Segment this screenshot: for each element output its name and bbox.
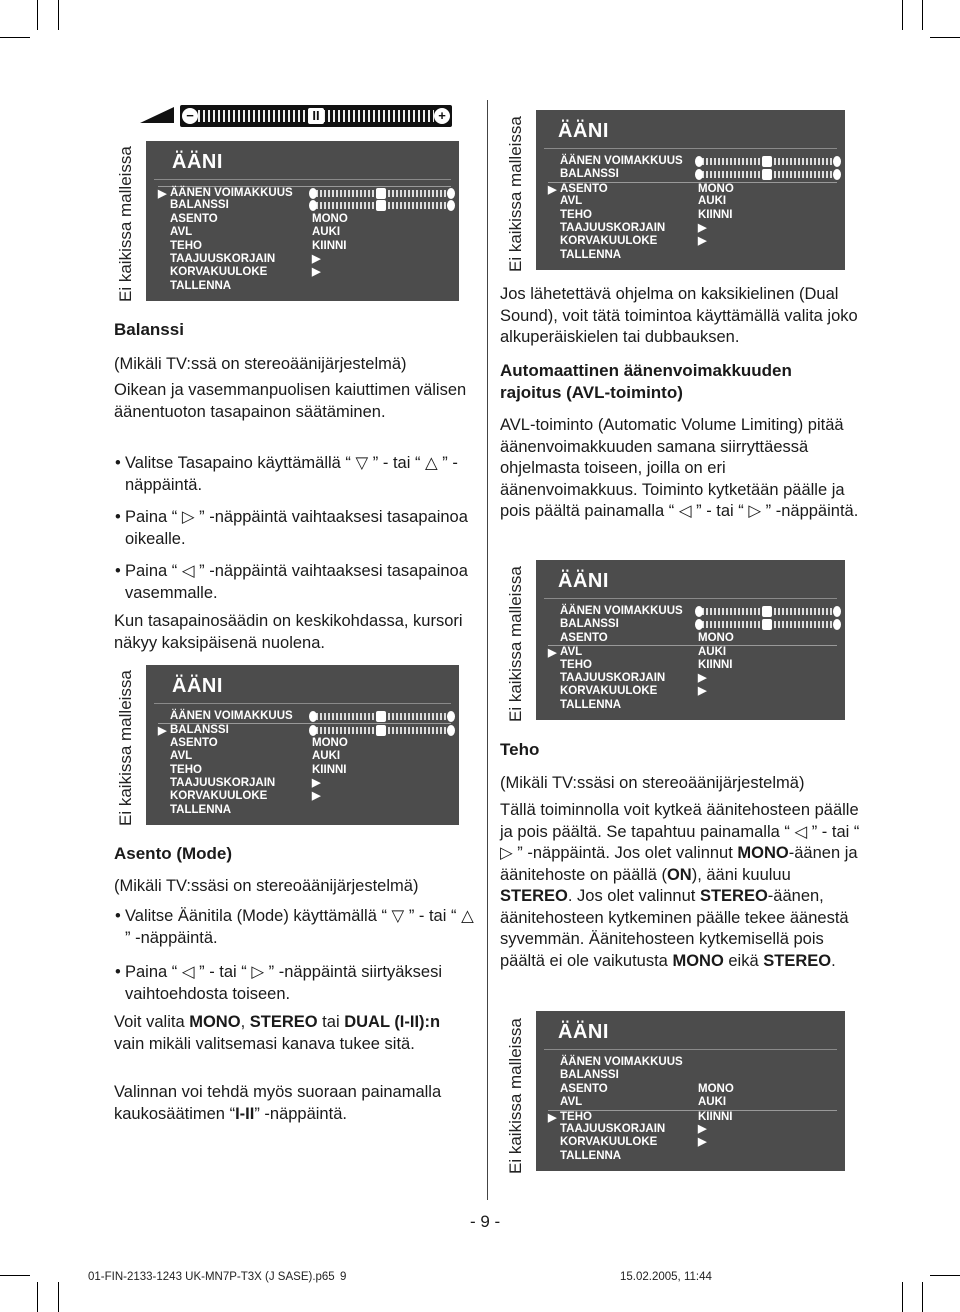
bullet-item: • Valitse Äänitila (Mode) käyttämällä “ ▽ ” - tai “ △ ” -näppäintä.: [115, 907, 474, 947]
menu-title: ÄÄNI: [558, 570, 609, 592]
paragraph: (Mikäli TV:ssäsi on stereoäänijärjestelmä): [500, 774, 805, 792]
menu-title: ÄÄNI: [558, 1021, 609, 1043]
menu-item: ▶ BALANSSI: [158, 723, 451, 736]
plus-icon: +: [434, 108, 450, 124]
section-heading-balanssi: Balanssi: [114, 320, 184, 339]
paragraph: (Mikäli TV:ssäsi on stereoäänijärjestelmä): [114, 877, 419, 895]
menu-item: TEHO KIINNI: [170, 239, 347, 252]
side-label: Ei kaikissa malleissa: [116, 670, 135, 826]
menu-item: ÄÄNEN VOIMAKKUUS: [560, 1056, 683, 1068]
crop-mark: [922, 1282, 923, 1312]
crop-mark: [0, 37, 30, 38]
side-label: Ei kaikissa malleissa: [116, 146, 135, 302]
crop-mark: [922, 0, 923, 30]
paragraph: Kun tasapainosäädin on keskikohdassa, kursori näkyy kaksipäisenä nuolena.: [114, 612, 463, 652]
pause-icon: II: [308, 108, 324, 124]
menu-item: BALANSSI: [548, 168, 837, 181]
paragraph: (Mikäli TV:ssä on stereoäänijärjestelmä): [114, 355, 407, 373]
volume-bar: [140, 103, 454, 127]
paragraph: Valinnan voi tehdä myös suoraan painamalla kaukosäätimen “I-II” -näppäintä.: [114, 1083, 442, 1123]
crop-mark: [930, 1275, 960, 1276]
menu-item: TAAJUUSKORJAIN ▶: [560, 671, 707, 684]
menu-item: ÄÄNEN VOIMAKKUUS: [158, 710, 451, 723]
volume-track: [180, 105, 452, 127]
bullet-item: • Paina “ ▷ ” -näppäintä vaihtaaksesi tasapainoa oikealle.: [115, 508, 468, 548]
menu-item: TAAJUUSKORJAIN ▶: [170, 252, 321, 265]
menu-item: ▶ ASENTO MONO: [548, 182, 837, 195]
menu-item: TALLENNA: [560, 698, 622, 711]
crop-mark: [37, 0, 38, 30]
menu-panel: [146, 141, 459, 301]
bullet-item: • Paina “ ◁ ” - tai “ ▷ ” -näppäintä siirtyäksesi vaihtoehdosta toiseen.: [115, 963, 442, 1003]
crop-mark: [930, 37, 960, 38]
paragraph: Jos lähetettävä ohjelma on kaksikielinen (Dual Sound), voit tätä toimintoa käyttämällä valita joko alkuperäiskielen tai dubbauksen.: [500, 285, 858, 346]
menu-item: TALLENNA: [560, 1149, 622, 1162]
menu-item: TEHO KIINNI: [560, 208, 733, 221]
bullet-item: • Valitse Tasapaino käyttämällä “ ▽ ” - tai “ △ ” -näppäintä.: [115, 454, 458, 494]
menu-item: TAAJUUSKORJAIN ▶: [560, 221, 707, 234]
menu-item: AVL AUKI: [170, 750, 341, 763]
footer-page: 9: [340, 1271, 347, 1283]
crop-mark: [902, 1282, 903, 1312]
paragraph: Voit valita MONO, STEREO tai DUAL (I-II):n vain mikäli valitsemasi kanava tukee sitä.: [114, 1013, 441, 1053]
side-label: Ei kaikissa malleissa: [506, 1018, 525, 1174]
pointer-icon: ▶: [548, 647, 557, 660]
menu-item: KORVAKUULOKE ▶: [560, 1136, 707, 1149]
menu-title: ÄÄNI: [172, 151, 223, 173]
menu-panel: [536, 1011, 845, 1171]
menu-item: ▶ AVL AUKI: [548, 645, 837, 658]
menu-item: KORVAKUULOKE ▶: [560, 685, 707, 698]
crop-mark: [0, 1275, 30, 1276]
paragraph: AVL-toiminto (Automatic Volume Limiting) pitää äänenvoimakkuuden samana siirryttäessä ohjelmasta toiseen, joilla on eri äänenvoimakkuus. Toiminto kytketään päälle ja pois päältä painamalla “ ◁ ” - tai “ ▷ ” -näppäintä.: [500, 416, 859, 520]
paragraph: Oikean ja vasemmanpuolisen kaiuttimen välisen äänentuoton tasapainon säätäminen.: [114, 381, 467, 421]
menu-item: TALLENNA: [170, 279, 232, 292]
crop-mark: [902, 0, 903, 30]
pointer-icon: ▶: [548, 183, 557, 196]
crop-mark: [58, 1282, 59, 1312]
section-heading-avl: Automaattinen äänenvoimakkuuden rajoitus (AVL-toiminto): [500, 361, 792, 402]
crop-mark: [37, 1282, 38, 1312]
section-heading-teho: Teho: [500, 740, 540, 759]
menu-panel: [536, 560, 845, 720]
menu-item: KORVAKUULOKE ▶: [560, 235, 707, 248]
menu-item: ▶ ÄÄNEN VOIMAKKUUS: [158, 186, 451, 199]
page-number: - 9 -: [470, 1212, 501, 1231]
menu-item: ASENTO MONO: [560, 631, 734, 644]
pointer-icon: ▶: [158, 725, 167, 738]
menu-item: ASENTO MONO: [170, 212, 348, 225]
side-label: Ei kaikissa malleissa: [506, 566, 525, 722]
menu-item: ÄÄNEN VOIMAKKUUS: [548, 155, 837, 168]
menu-item: TAAJUUSKORJAIN ▶: [170, 776, 321, 789]
menu-item: KORVAKUULOKE ▶: [170, 790, 321, 803]
menu-item: BALANSSI: [548, 618, 837, 631]
menu-item: TALLENNA: [170, 803, 232, 816]
menu-item: TEHO KIINNI: [170, 763, 347, 776]
menu-item: AVL AUKI: [170, 226, 341, 239]
footer-file: 01-FIN-2133-1243 UK-MN7P-T3X (J SASE).p65: [88, 1271, 335, 1283]
section-heading-asento: Asento (Mode): [114, 844, 233, 863]
menu-item: AVL AUKI: [560, 1096, 727, 1109]
crop-mark: [58, 0, 59, 30]
menu-item: BALANSSI: [158, 199, 451, 212]
minus-icon: −: [182, 108, 198, 124]
menu-item: ÄÄNEN VOIMAKKUUS: [548, 605, 837, 618]
pointer-icon: ▶: [548, 1111, 557, 1124]
pointer-icon: ▶: [158, 188, 167, 200]
paragraph: Tällä toiminnolla voit kytkeä äänitehosteen päälle ja pois päältä. Se tapahtuu painamalla “ ◁ ” - tai “ ▷ ” -näppäintä. Jos olet valinnut MONO-äänen ja äänitehoste on päällä (ON), ääni kuuluu STEREO. Jos olet valinnut STEREO-äänen, äänitehosteen kytkeminen päälle tekee äänestä syvemmän. Äänitehosteen kytkemisellä pois päältä ei ole vaikutusta MONO eikä STEREO.: [500, 801, 860, 970]
menu-item: AVL AUKI: [560, 195, 727, 208]
bullet-item: • Paina “ ◁ ” -näppäintä vaihtaaksesi tasapainoa vasemmalle.: [115, 562, 468, 602]
menu-item: ▶ TEHO KIINNI: [548, 1110, 837, 1123]
menu-title: ÄÄNI: [558, 120, 609, 142]
menu-title: ÄÄNI: [172, 675, 223, 697]
menu-item: BALANSSI: [560, 1069, 619, 1082]
volume-ramp-icon: [140, 107, 174, 123]
footer-date: 15.02.2005, 11:44: [620, 1271, 712, 1283]
menu-panel: [536, 110, 845, 270]
menu-item: TALLENNA: [560, 248, 622, 261]
menu-item: KORVAKUULOKE ▶: [170, 266, 321, 279]
menu-item: TAAJUUSKORJAIN ▶: [560, 1122, 707, 1135]
menu-item: TEHO KIINNI: [560, 658, 733, 671]
menu-item: ASENTO MONO: [170, 736, 348, 749]
menu-panel: [146, 665, 459, 825]
menu-item: ASENTO MONO: [560, 1082, 734, 1095]
column-divider: [487, 100, 488, 1200]
side-label: Ei kaikissa malleissa: [506, 116, 525, 272]
